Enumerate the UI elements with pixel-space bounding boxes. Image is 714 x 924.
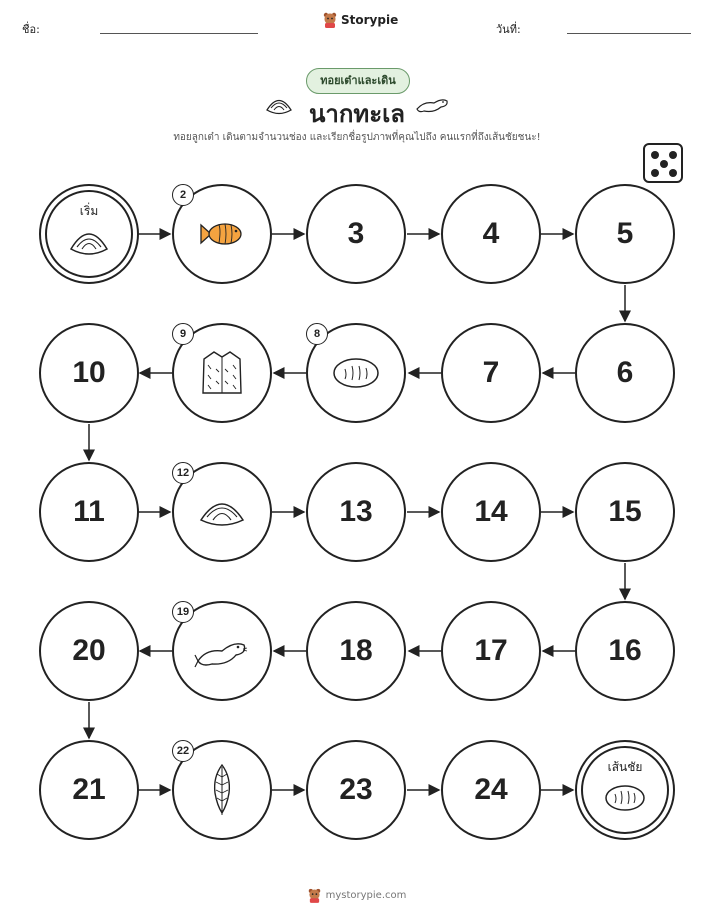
date-label: วันที่: [496,23,521,36]
board-cell-24[interactable] [441,740,541,840]
cell-number: 14 [474,495,508,528]
sea-otter-icon [194,631,250,671]
board-cell-5[interactable] [575,184,675,284]
cell-number: 5 [616,217,634,250]
cell-number: 18 [339,634,373,667]
cell-number: 7 [482,356,500,389]
board-cell-14[interactable] [441,462,541,562]
bread-icon [331,355,381,391]
cell-number-badge: 22 [172,740,194,762]
board-cell-16[interactable] [575,601,675,701]
board-cell-6[interactable] [575,323,675,423]
clam-icon [68,225,110,259]
cell-number: 17 [474,634,508,667]
footer [0,888,714,903]
board-cell-18[interactable] [306,601,406,701]
board-cell-22[interactable] [172,740,272,840]
board-cell-8[interactable] [306,323,406,423]
cell-number-badge: 8 [306,323,328,345]
board-cell-23[interactable] [306,740,406,840]
instructions: ทอยลูกเต๋า เดินตามจำนวนช่อง และเรียกชื่อรูปภาพที่คุณไปถึง คนแรกที่ถึงเส้นชัยชนะ! [173,132,541,143]
cell-number-badge: 12 [172,462,194,484]
name-label: ชื่อ: [22,23,40,36]
board-cell-start[interactable] [39,184,139,284]
cell-number: 10 [72,356,106,389]
clam-icon [198,494,246,530]
footer-site-link[interactable]: mystorypie.com [325,890,407,901]
bear-mascot-icon [308,888,321,903]
finish-label: เส้นชัย [607,760,643,774]
cell-number-badge: 2 [172,184,194,206]
board-cell-9[interactable] [172,323,272,423]
cell-number: 3 [347,217,365,250]
cell-number: 15 [608,495,642,528]
cell-number: 20 [72,634,106,667]
board-cell-2[interactable] [172,184,272,284]
board-cell-finish[interactable] [575,740,675,840]
cell-number: 16 [608,634,642,667]
cell-number: 23 [339,773,373,806]
board-cell-13[interactable] [306,462,406,562]
board-cell-20[interactable] [39,601,139,701]
board-cell-17[interactable] [441,601,541,701]
cell-number: 24 [474,773,508,806]
board-cell-12[interactable] [172,462,272,562]
fur-coat-icon [200,349,244,397]
start-label: เริ่ม [79,204,99,218]
cell-number: 6 [616,356,634,389]
cell-number: 11 [73,495,105,528]
cell-number-badge: 9 [172,323,194,345]
board-cell-4[interactable] [441,184,541,284]
board-cell-11[interactable] [39,462,139,562]
cell-number: 13 [339,495,373,528]
cell-number: 21 [72,773,106,806]
board-cell-19[interactable] [172,601,272,701]
game-type-tag: ทอยเต๋าและเดิน [306,68,410,94]
cell-number: 4 [482,217,500,250]
board-cell-21[interactable] [39,740,139,840]
board-cell-15[interactable] [575,462,675,562]
bread-icon [603,782,647,814]
cell-number-badge: 19 [172,601,194,623]
brand-name: Storypie [341,13,399,27]
page-title: นากทะเล [308,100,406,128]
fish-icon [197,217,247,251]
board-cell-7[interactable] [441,323,541,423]
board-cell-3[interactable] [306,184,406,284]
board-cell-10[interactable] [39,323,139,423]
kelp-leaf-icon [210,763,234,817]
